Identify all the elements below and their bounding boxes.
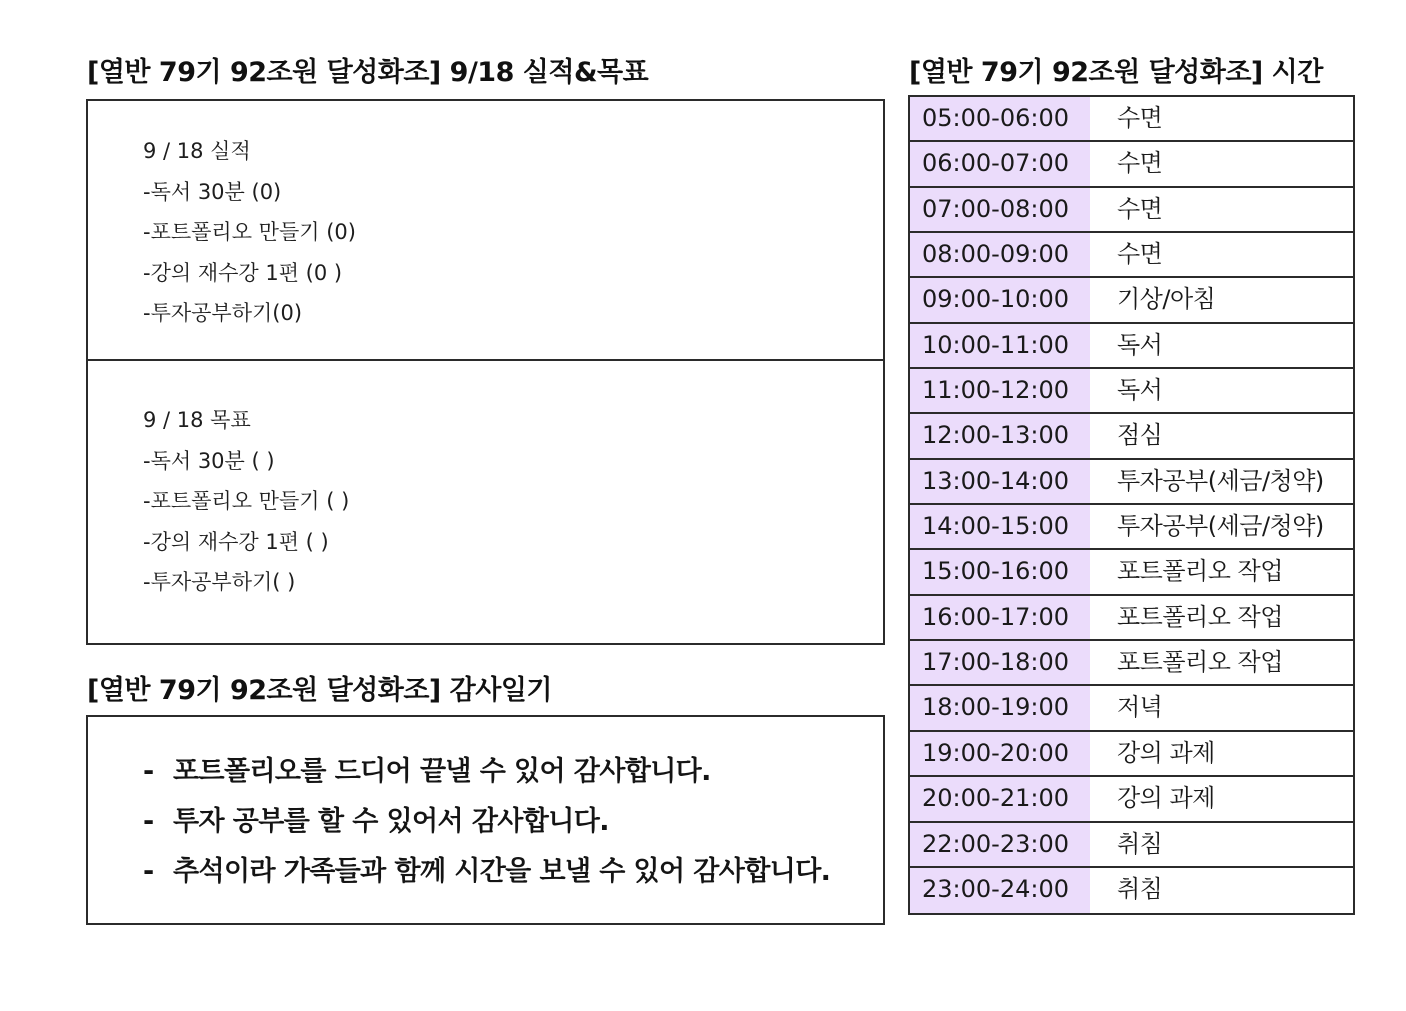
schedule-table: [908, 95, 1355, 915]
time-cell: 11:00-12:00: [910, 369, 1090, 412]
goals-item: -투자공부하기( ): [143, 570, 296, 594]
time-cell: 10:00-11:00: [910, 324, 1090, 367]
activity-cell: 수면: [1117, 194, 1163, 223]
schedule-row: [910, 823, 1353, 868]
time-cell: 07:00-08:00: [910, 188, 1090, 231]
time-cell: 16:00-17:00: [910, 596, 1090, 639]
schedule-row: [910, 505, 1353, 550]
bullet-dash: -: [143, 856, 154, 887]
activity-cell: 취침: [1117, 829, 1163, 858]
activity-cell: 독서: [1117, 330, 1163, 359]
performance-box: [86, 99, 885, 645]
time-cell: 15:00-16:00: [910, 550, 1090, 593]
results-item: -강의 재수강 1편 (0 ): [143, 260, 343, 285]
schedule-row: [910, 233, 1353, 278]
activity-cell: 포트폴리오 작업: [1117, 557, 1283, 586]
results-item: -투자공부하기(0): [143, 301, 303, 325]
time-cell: 20:00-21:00: [910, 777, 1090, 820]
schedule-row: [910, 686, 1353, 731]
goals-item: -독서 30분 ( ): [143, 448, 275, 473]
gratitude-text: 추석이라 가족들과 함께 시간을 보낼 수 있어 감사합니다.: [173, 856, 831, 887]
activity-cell: 기상/아침: [1117, 285, 1216, 314]
time-cell: 06:00-07:00: [910, 142, 1090, 185]
time-cell: 05:00-06:00: [910, 97, 1090, 140]
time-cell: 12:00-13:00: [910, 414, 1090, 457]
schedule-row: [910, 414, 1353, 459]
time-cell: 08:00-09:00: [910, 233, 1090, 276]
results-section: [88, 101, 883, 361]
gratitude-box: [86, 715, 885, 925]
activity-cell: 수면: [1117, 240, 1163, 269]
schedule-row: [910, 550, 1353, 595]
activity-cell: 투자공부(세금/청약): [1117, 512, 1324, 541]
time-cell: 13:00-14:00: [910, 460, 1090, 503]
activity-cell: 저녁: [1117, 693, 1163, 722]
gratitude-item: [143, 747, 830, 797]
schedule-heading: [열반 79기 92조원 달성화조] 시간: [909, 57, 1323, 88]
goals-section: [88, 361, 883, 643]
schedule-row: [910, 188, 1353, 233]
activity-cell: 수면: [1117, 149, 1163, 178]
activity-cell: 포트폴리오 작업: [1117, 648, 1283, 677]
bullet-dash: -: [143, 806, 154, 837]
time-cell: 09:00-10:00: [910, 278, 1090, 321]
activity-cell: 독서: [1117, 376, 1163, 405]
time-cell: 18:00-19:00: [910, 686, 1090, 729]
activity-cell: 수면: [1117, 104, 1163, 132]
gratitude-item: [143, 847, 830, 897]
schedule-row: [910, 777, 1353, 822]
schedule-row: [910, 142, 1353, 187]
activity-cell: 점심: [1117, 421, 1163, 450]
goals-list: [143, 400, 349, 603]
results-title: 9 / 18 실적: [143, 139, 251, 163]
schedule-row: [910, 641, 1353, 686]
gratitude-text: 포트폴리오를 드디어 끝낼 수 있어 감사합니다.: [173, 756, 711, 787]
schedule-row: [910, 97, 1353, 142]
results-list: [143, 131, 356, 334]
goals-title: 9 / 18 목표: [143, 408, 251, 432]
results-item: -포트폴리오 만들기 (0): [143, 220, 356, 244]
gratitude-text: 투자 공부를 할 수 있어서 감사합니다.: [173, 806, 609, 837]
time-cell: 17:00-18:00: [910, 641, 1090, 684]
schedule-row: [910, 460, 1353, 505]
time-cell: 19:00-20:00: [910, 732, 1090, 775]
activity-cell: 강의 과제: [1117, 784, 1215, 813]
time-cell: 22:00-23:00: [910, 823, 1090, 866]
activity-cell: 취침: [1117, 874, 1163, 903]
activity-cell: 포트폴리오 작업: [1117, 602, 1283, 631]
schedule-row: [910, 278, 1353, 323]
activity-cell: 투자공부(세금/청약): [1117, 466, 1324, 495]
gratitude-item: [143, 797, 830, 847]
time-cell: 23:00-24:00: [910, 868, 1090, 913]
goals-item: -포트폴리오 만들기 ( ): [143, 489, 350, 513]
results-item: -독서 30분 (0): [143, 179, 282, 204]
goals-item: -강의 재수강 1편 ( ): [143, 529, 329, 554]
gratitude-list: [143, 747, 830, 897]
gratitude-heading: [열반 79기 92조원 달성화조] 감사일기: [87, 675, 552, 706]
schedule-row: [910, 324, 1353, 369]
performance-heading: [열반 79기 92조원 달성화조] 9/18 실적&목표: [87, 57, 649, 88]
time-cell: 14:00-15:00: [910, 505, 1090, 548]
schedule-row: [910, 596, 1353, 641]
bullet-dash: -: [143, 756, 154, 787]
schedule-row: [910, 732, 1353, 777]
schedule-row: [910, 369, 1353, 414]
activity-cell: 강의 과제: [1117, 738, 1215, 767]
schedule-row: [910, 868, 1353, 913]
